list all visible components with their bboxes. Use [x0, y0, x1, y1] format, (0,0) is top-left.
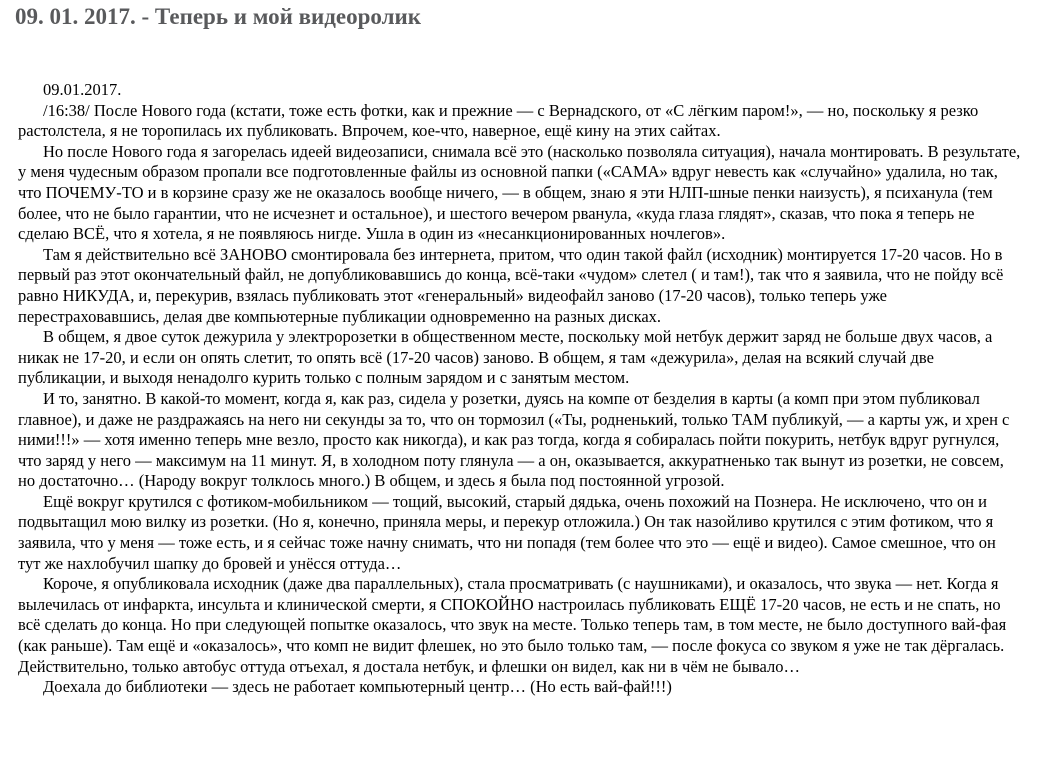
page-title: 09. 01. 2017. - Теперь и мой видеоролик	[15, 4, 422, 29]
paragraph-battery: И то, занятно. В какой-то момент, когда я, как раз, сидела у розетки, дуясь на компе от безделия в карты (а комп при этом публиковал главное), и даже не раздражаясь на него ни секунды за то, что он тормозил («Ты, родненький, только ТАМ публикуй, — а карты уж, и хрен с ними!!!» — хотя именно теперь мне везло, просто как никогда), и как раз тогда, когда я собиралась пойти покурить, нетбук вдруг ругнулся, что заряд у него — максимум на 11 минут. Я, в холодном поту глянула — а он, оказывается, аккуратненько так вынут из розетки, не совсем, но достаточно… (Народу вокруг толклось много.) В общем, и здесь я была под постоянной угрозой.	[18, 388, 1010, 491]
paragraph-library: Доехала до библиотеки — здесь не работает компьютерный центр… (Но есть вай-фай!!!)	[43, 677, 672, 697]
article-body	[18, 80, 1021, 698]
paragraph-remontage: Там я действительно всё ЗАНОВО смонтировала без интернета, притом, что один такой файл (исходник) монтируется 17-20 часов. Но в первый раз этот окончательный файл, не допубликовавшись до конца, всё-таки «чудом» слетел ( и там!), так что я заявила, что не пойду всё равно НИКУДА, и, перекурив, взялась публиковать этот «генеральный» видеофайл заново (17-20 часов), только теперь уже перестраховавшись, делая две компьютерные публикации одновременно на разных дисках.	[18, 244, 1004, 326]
paragraph-intro: /16:38/ После Нового года (кстати, тоже есть фотки, как и прежние — с Вернадского, от «С лёгким паром!», — но, поскольку я резко растолстела, я не торопилась их публиковать. Впрочем, кое-что, наверное, ещё кину на этих сайтах.	[18, 100, 979, 141]
paragraph-socket: В общем, я двое суток дежурила у электророзетки в общественном месте, поскольку мой нетбук держит заряд не больше двух часов, а никак не 17-20, и если он опять слетит, то опять всё (17-20 часов) заново. В общем, я там «дежурила», делая на всякий случай две публикации, и выходя ненадолго курить только с полным зарядом и с занятым местом.	[18, 327, 993, 388]
paragraph-date: 09.01.2017.	[43, 80, 122, 99]
paragraph-sound: Короче, я опубликовала исходник (даже два параллельных), стала просматривать (с наушниками), и оказалось, что звука — нет. Когда я вылечилась от инфаркта, инсульта и клинической смерти, я СПОКОЙНО настроилась публиковать ЕЩЁ 17-20 часов, не есть и не спать, но всё сделать до конца. Но при следующей попытке оказалось, что звук на месте. Только теперь там, в том месте, не было доступного вай-фая (как раньше). Там ещё и «оказалось», что комп не видит флешек, но это было только там, — после фокуса со звуком я уже не так дёргалась. Действительно, только автобус оттуда отъехал, я достала нетбук, и флешки он видел, как ни в чём не бывало…	[18, 574, 1007, 676]
paragraph-photographer: Ещё вокруг крутился с фотиком-мобильником — тощий, высокий, старый дядька, очень похожий на Познера. Не исключено, что он и подвытащил мою вилку из розетки. (Но я, конечно, приняла меры, и перекур отложила.) Он так назойливо крутился с этим фотиком, что я заявила, что у меня — тоже есть, и я сейчас тоже начну снимать, что ни попадя (тем более что это — ещё и видео). Самое смешное, что он тут же нахлобучил шапку до бровей и унёсся оттуда…	[18, 491, 996, 573]
paragraph-lost-files: Но после Нового года я загорелась идеей видеозаписи, снимала всё это (насколько позволяла ситуация), начала монтировать. В результате, у меня чудесным образом пропали все подготовленные файлы из основной папки («САМА» вдруг невесть как «случайно» удалила, но так, что ПОЧЕМУ-ТО и в корзине сразу же не оказалось вообще ничего, — в общем, знаю я эти НЛП-шные пенки наизусть), я психанула (тем более, что не было гарантии, что не исчезнет и остальное), и шестого вечером рванула, «куда глаза глядят», сказав, что пока я теперь не сделаю ВСЁ, что я хотела, я не появляюсь нигде. Ушла в один из «несанкционированных ночлегов».	[18, 141, 1021, 244]
